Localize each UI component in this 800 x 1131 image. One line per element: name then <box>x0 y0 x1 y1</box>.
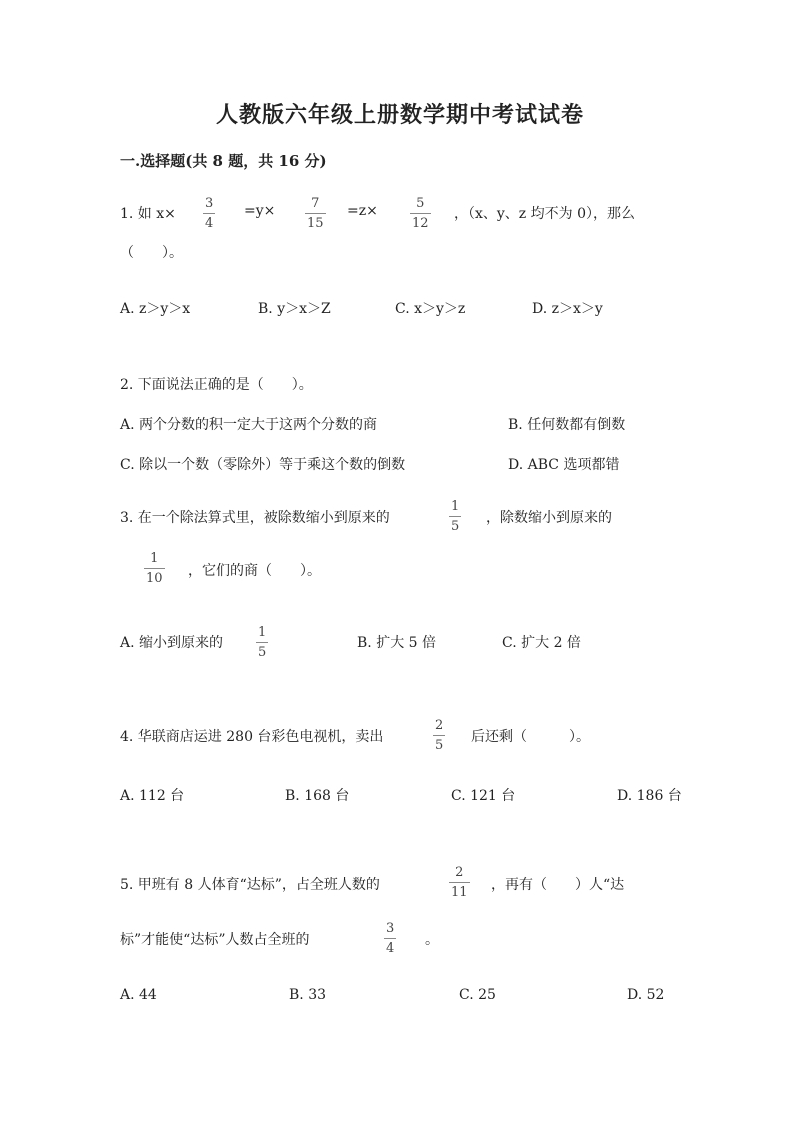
q4-text-part1: 4. 华联商店运进 280 台彩色电视机，卖出 <box>120 729 384 745</box>
q3-option-b: B. 扩大 5 倍 <box>357 635 436 651</box>
q5-text-part1: 5. 甲班有 8 人体育“达标”，占全班人数的 <box>120 877 380 893</box>
q4-option-a: A. 112 台 <box>120 788 185 804</box>
q1-option-d: D. z＞x＞y <box>532 301 603 317</box>
q3-text-part2: ，除数缩小到原来的 <box>486 510 612 526</box>
q1-text-part5: （ ）。 <box>120 245 183 261</box>
q2-option-d: D. ABC 选项都错 <box>508 457 620 473</box>
q4-fraction <box>433 719 445 752</box>
q1-fraction-2 <box>305 197 326 230</box>
q5-fraction-2 <box>384 922 396 955</box>
q4-option-d: D. 186 台 <box>617 788 682 804</box>
q3-fraction-1 <box>449 500 461 533</box>
denominator: 5 <box>258 645 267 660</box>
denominator: 5 <box>435 738 444 753</box>
numerator: 7 <box>311 196 320 211</box>
section-heading: 一.选择题(共 8 题，共 16 分) <box>120 152 327 170</box>
numerator: 2 <box>435 718 444 733</box>
q3-option-c: C. 扩大 2 倍 <box>502 635 581 651</box>
q1-fraction-1 <box>203 197 215 230</box>
q3-option-a: A. 缩小到原来的 <box>120 635 224 651</box>
q4-option-c: C. 121 台 <box>451 788 516 804</box>
q5-text-part3: 标”才能使“达标”人数占全班的 <box>120 932 310 948</box>
q4-option-b: B. 168 台 <box>285 788 350 804</box>
denominator: 10 <box>146 571 163 586</box>
q3-text-part3: ，它们的商（ ）。 <box>188 563 321 579</box>
q1-text-part2: =y× <box>244 203 276 219</box>
q1-text-part4: ，（x、y、z 均不为 0），那么 <box>454 206 635 222</box>
q5-option-b: B. 33 <box>289 987 327 1003</box>
numerator: 1 <box>150 551 159 566</box>
denominator: 4 <box>386 941 395 956</box>
numerator: 1 <box>258 625 267 640</box>
q4-text-part2: 后还剩（ ）。 <box>471 729 590 745</box>
q5-option-a: A. 44 <box>120 987 157 1003</box>
numerator: 3 <box>386 921 395 936</box>
denominator: 5 <box>451 519 460 534</box>
q2-option-b: B. 任何数都有倒数 <box>508 417 626 433</box>
numerator: 1 <box>451 499 460 514</box>
q3-option-a-fraction <box>256 626 268 659</box>
numerator: 3 <box>205 196 214 211</box>
q1-text-part1: 1. 如 x× <box>120 206 176 222</box>
q1-option-c: C. x＞y＞z <box>395 301 466 317</box>
q3-fraction-2 <box>144 552 165 585</box>
q1-fraction-3 <box>410 197 431 230</box>
q3-text-part1: 3. 在一个除法算式里，被除数缩小到原来的 <box>120 510 390 526</box>
q1-option-b: B. y＞x＞Z <box>258 301 331 317</box>
page-title: 人教版六年级上册数学期中考试试卷 <box>215 102 584 128</box>
denominator: 11 <box>451 885 468 900</box>
denominator: 12 <box>412 216 429 231</box>
q1-option-a: A. z＞y＞x <box>120 301 191 317</box>
numerator: 5 <box>416 196 425 211</box>
q5-option-c: C. 25 <box>459 987 496 1003</box>
q5-option-d: D. 52 <box>627 987 665 1003</box>
denominator: 4 <box>205 216 214 231</box>
q5-text-part4: 。 <box>425 932 439 948</box>
q2-option-c: C. 除以一个数（零除外）等于乘这个数的倒数 <box>120 457 406 473</box>
denominator: 15 <box>307 216 324 231</box>
q5-text-part2: ，再有（ ）人“达 <box>491 877 625 893</box>
q2-text: 2. 下面说法正确的是（ ）。 <box>120 377 313 393</box>
q1-text-part3: =z× <box>347 203 378 219</box>
numerator: 2 <box>455 865 464 880</box>
q5-fraction-1 <box>449 866 470 899</box>
q2-option-a: A. 两个分数的积一定大于这两个分数的商 <box>120 417 378 433</box>
